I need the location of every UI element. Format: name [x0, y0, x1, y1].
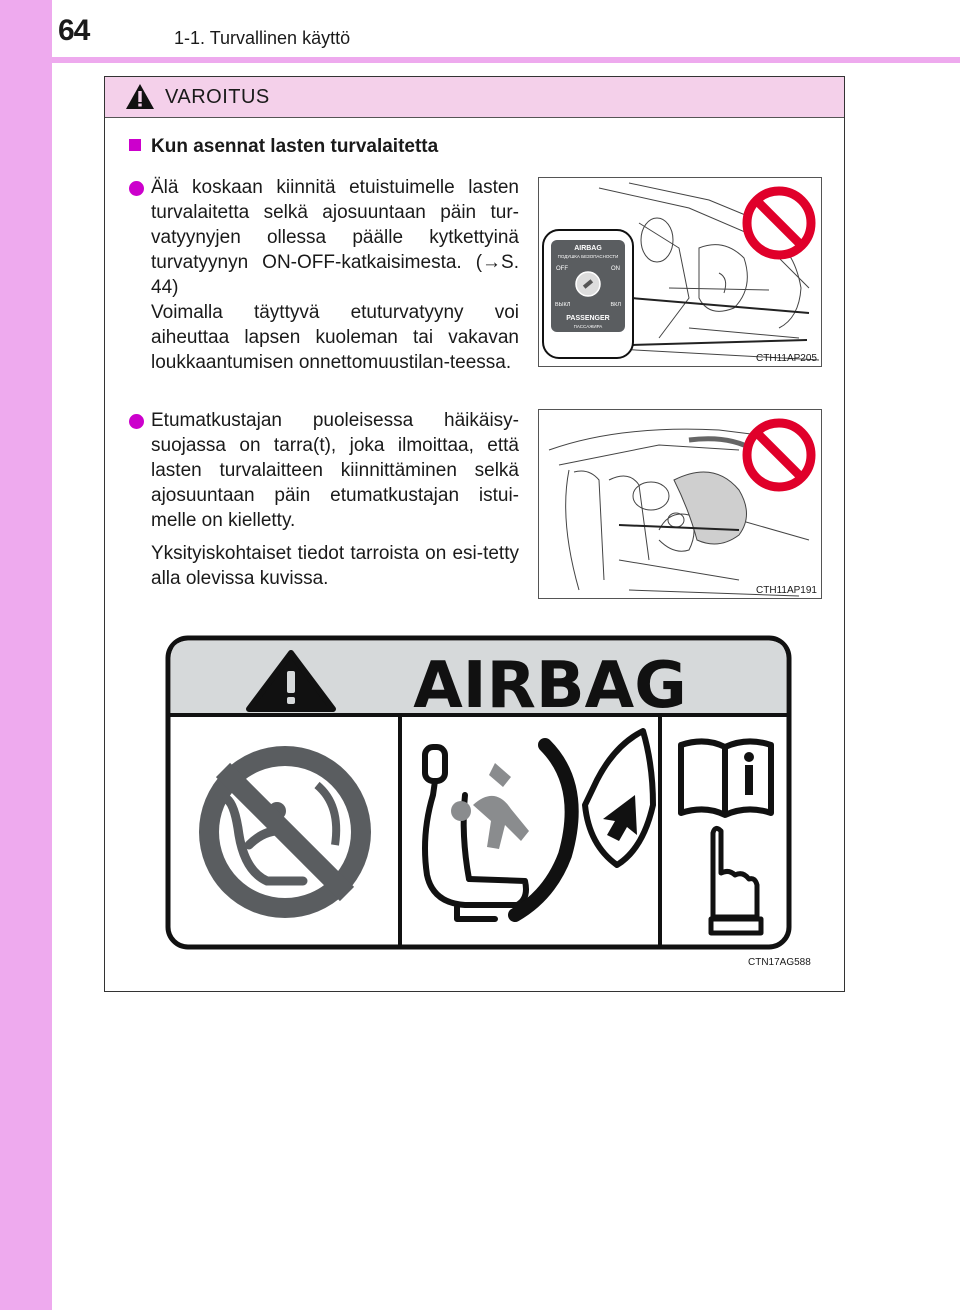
round-bullet-icon	[129, 414, 144, 429]
chapter-title: 1-1. Turvallinen käyttö	[174, 28, 351, 48]
page-number: 64	[58, 14, 90, 47]
switch-text-on-ru: ВКЛ	[610, 302, 621, 308]
no-rear-facing-seat-icon	[199, 746, 371, 918]
section-title	[129, 136, 438, 158]
airbag-warning-label	[165, 635, 792, 950]
warning-header	[105, 77, 844, 118]
figure-rear-facing-seat	[538, 409, 822, 599]
page-sidebar	[0, 0, 52, 1310]
figure-code: CTH11AP191	[756, 585, 817, 596]
switch-text-passenger-ru: ПАССАЖИРА	[573, 324, 603, 329]
item-2-paragraph-1: Etumatkustajan puoleisessa häikäisy-suojassa on tarra(t), joka ilmoittaa, että lasten turvalaitteen kiinnittäminen selkä ajosuuntaan päin etumatkustajan istui-melle on kielletty.	[151, 410, 519, 531]
figure-code: CTH11AP205	[756, 353, 817, 364]
switch-text-airbag: AIRBAG	[574, 245, 602, 252]
label-title: AIRBAG	[413, 649, 687, 723]
item-1-paragraph-2: Voimalla täyttyvä etuturvatyyny voi aiheuttaa lapsen kuoleman tai vakavan loukkaantumisen onnettomuustilan-teessa.	[151, 302, 519, 373]
square-bullet-icon	[129, 139, 141, 151]
switch-text-passenger: PASSENGER	[566, 315, 610, 322]
item-2-paragraph-2: Yksityiskohtaiset tiedot tarroista on esi-tetty alla olevissa kuvissa.	[151, 543, 519, 589]
section-title-text: Kun asennat lasten turvalaitetta	[151, 136, 439, 157]
warning-label: VAROITUS	[165, 86, 270, 108]
item-2-text	[151, 408, 519, 591]
rear-facing-seat-illustration	[539, 410, 822, 599]
warning-box	[104, 76, 845, 992]
label-figure-code: CTN17AG588	[748, 957, 811, 968]
switch-text-airbag-ru: ПОДУШКА БЕЗОПАСНОСТИ	[557, 254, 619, 259]
airbag-switch-illustration	[539, 178, 822, 367]
figure-airbag-switch	[538, 177, 822, 367]
switch-text-off: OFF	[556, 266, 568, 272]
switch-text-off-ru: ВЫКЛ	[555, 302, 571, 308]
header-rule	[52, 57, 960, 63]
round-bullet-icon	[129, 181, 144, 196]
switch-text-on: ON	[611, 266, 620, 272]
item-1-paragraph-1: Älä koskaan kiinnitä etuistuimelle lasten turvalaitetta selkä ajosuuntaan päin tur-vatyynyjen ollessa päälle kytkettyinä turvatyynyn ON-OFF-katkaisimesta. (→S. 44)	[151, 177, 519, 298]
warning-triangle-icon	[125, 83, 155, 110]
item-1-text	[151, 175, 519, 375]
